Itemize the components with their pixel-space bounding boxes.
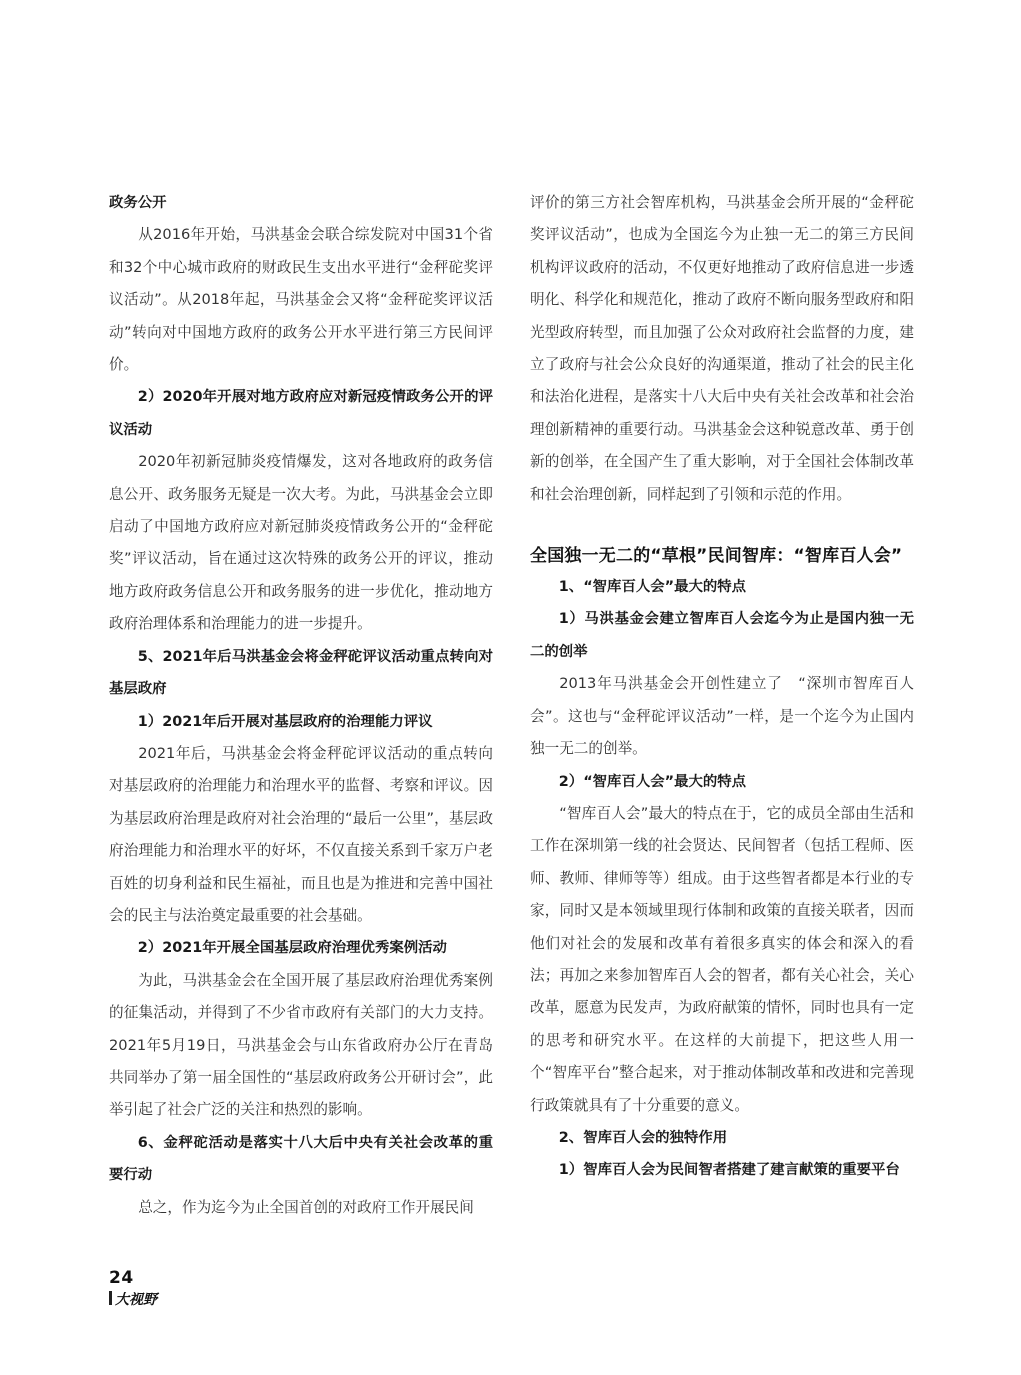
left-column [109, 187, 493, 1224]
body-paragraph: “智库百人会”最大的特点在于，它的成员全部由生活和工作在深圳第一线的社会贤达、民间智者（包括工程师、医师、教师、律师等等）组成。由于这些智者都是本行业的专家，同时又是本领域里现行体制和政策的直接关联者，因而他们对社会的发展和改革有着很多真实的体会和深入的看法；再加之来参加智库百人会的智者，都有关心社会，关心改革，愿意为民发声，为政府献策的情怀，同时也具有一定的思考和研究水平。在这样的大前提下，把这些人用一个“智库平台”整合起来，对于推动体制改革和改进和完善现行政策就具有了十分重要的意义。 [530, 804, 914, 1114]
subheading: 1）马洪基金会建立智库百人会迄今为止是国内独一无二的创举 [530, 611, 914, 660]
subheading: 2）2021年开展全国基层政府治理优秀案例活动 [137, 940, 447, 957]
body-paragraph: 2020年初新冠肺炎疫情爆发，这对各地政府的政务信息公开、政务服务无疑是一次大考。为此，马洪基金会立即启动了中国地方政府应对新冠肺炎疫情政务公开的“金秤砣奖”评议活动，旨在通过这次特殊的政务公开的评议，推动地方政府政务信息公开和政务服务的进一步优化，推动地方政府治理体系和治理能力的进一步提升。 [109, 453, 493, 633]
subheading: 2）“智库百人会”最大的特点 [558, 773, 747, 790]
section-heading: 全国独一无二的“草根”民间智库：“智库百人会” [530, 546, 903, 567]
subheading: 1）智库百人会为民间智者搭建了建言献策的重要平台 [558, 1162, 900, 1179]
body-paragraph: 总之，作为迄今为止全国首创的对政府工作开展民间 [138, 1198, 474, 1216]
subheading: 5、2021年后马洪基金会将金秤砣评议活动重点转向对基层政府 [109, 648, 493, 698]
magazine-logo-icon [109, 1289, 165, 1307]
subheading: 6、金秤砣活动是落实十八大后中央有关社会改革的重要行动 [109, 1134, 493, 1184]
right-column [530, 187, 914, 1187]
subheading: 2）2020年开展对地方政府应对新冠疫情政务公开的评议活动 [109, 389, 493, 438]
magazine-logo [109, 1289, 165, 1307]
page-footer [109, 1269, 165, 1307]
subheading: 政务公开 [109, 195, 167, 211]
page-number: 24 [109, 1268, 134, 1288]
subheading: 1）2021年后开展对基层政府的治理能力评议 [137, 713, 433, 730]
subheading: 1、“智库百人会”最大的特点 [558, 579, 747, 596]
body-paragraph: 2013年马洪基金会开创性建立了 “深圳市智库百人会”。这也与“金秤砣评议活动”一样，是一个迄今为止国内独一无二的创举。 [530, 675, 914, 758]
subheading: 2、智库百人会的独特作用 [558, 1129, 728, 1146]
body-paragraph: 从2016年开始，马洪基金会联合综发院对中国31个省和32个中心城市政府的财政民生支出水平进行“金秤砣奖评议活动”。从2018年起，马洪基金会又将“金秤砣奖评议活动”转向对中国地方政府的政务公开水平进行第三方民间评价。 [109, 226, 493, 374]
body-paragraph: 评价的第三方社会智库机构，马洪基金会所开展的“金秤砣奖评议活动”，也成为全国迄今为止独一无二的第三方民间机构评议政府的活动，不仅更好地推动了政府信息进一步透明化、科学化和规范化，推动了政府不断向服务型政府和阳光型政府转型，而且加强了公众对政府社会监督的力度，建立了政府与社会公众良好的沟通渠道，推动了社会的民主化和法治化进程，是落实十八大后中央有关社会改革和社会治理创新精神的重要行动。马洪基金会这种锐意改革、勇于创新的创举，在全国产生了重大影响，对于全国社会体制改革和社会治理创新，同样起到了引领和示范的作用。 [530, 194, 914, 503]
magazine-logo-text: 大视野 [115, 1292, 157, 1307]
body-paragraph: 2021年后，马洪基金会将金秤砣评议活动的重点转向对基层政府的治理能力和治理水平的监督、考察和评议。因为基层政府治理是政府对社会治理的“最后一公里”，基层政府治理能力和治理水平的好坏，不仅直接关系到千家万户老百姓的切身利益和民生福祉，而且也是为推进和完善中国社会的民主与法治奠定最重要的社会基础。 [109, 744, 493, 924]
body-paragraph: 为此，马洪基金会在全国开展了基层政府治理优秀案例的征集活动，并得到了不少省市政府有关部门的大力支持。2021年5月19日，马洪基金会与山东省政府办公厅在青岛共同举办了第一届全国性的“基层政府政务公开研讨会”，此举引起了社会广泛的关注和热烈的影响。 [109, 971, 493, 1119]
